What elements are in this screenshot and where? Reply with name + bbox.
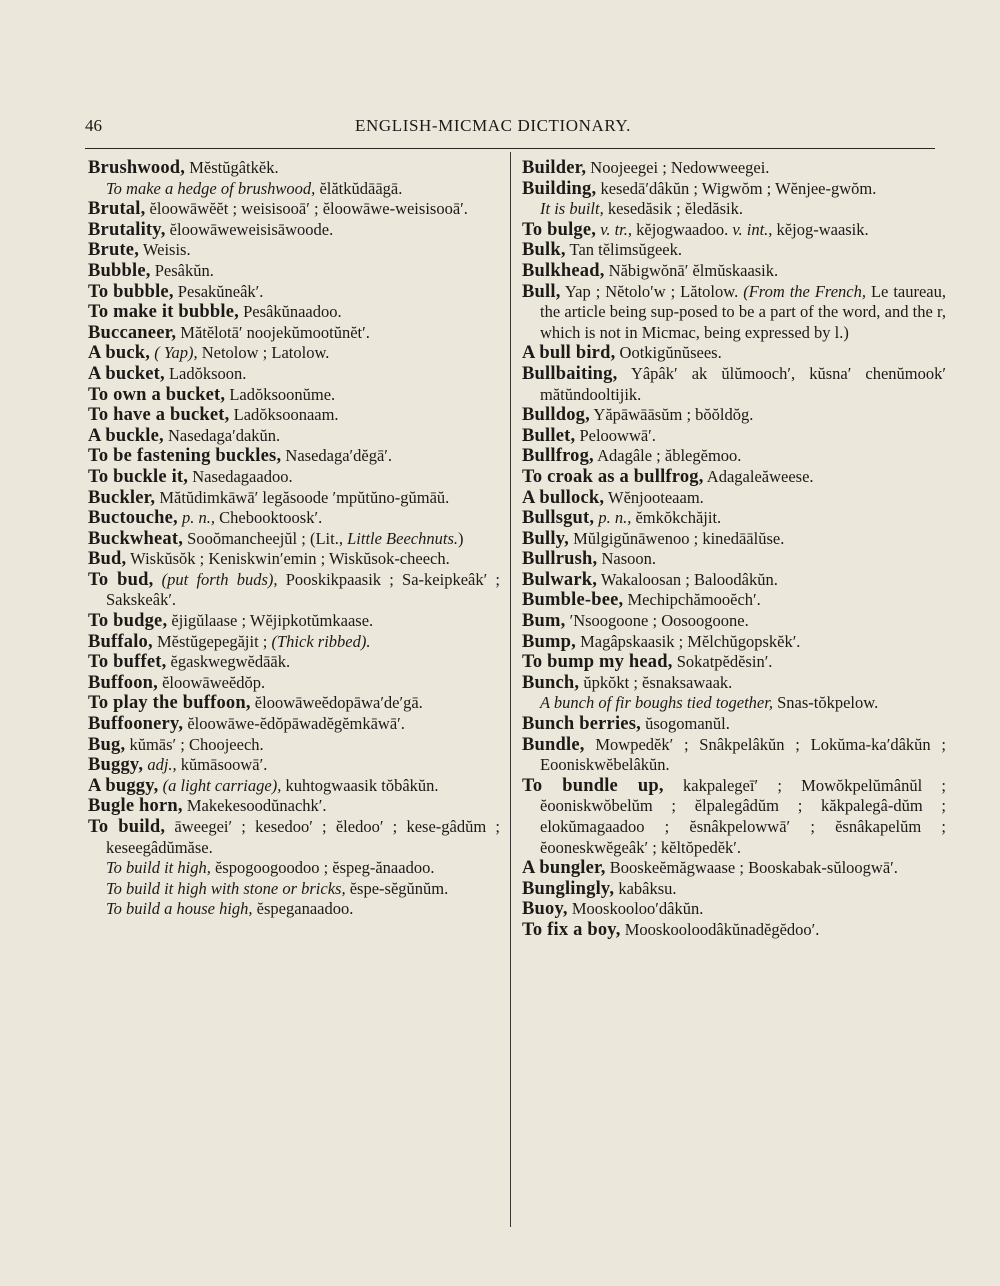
headword: Buccaneer, [88, 322, 177, 343]
italic-note: (put forth buds), [153, 569, 278, 589]
dictionary-entry [88, 549, 500, 570]
dictionary-entry [88, 426, 500, 447]
translation: Sooŏmancheejŭl ; (Lit., [183, 528, 343, 548]
italic-note: (Thick ribbed). [267, 631, 371, 651]
translation: kesedā′dâkŭn ; Wigwŏm ; Wĕnjee-gwŏm. [596, 178, 877, 198]
dictionary-entry [522, 446, 946, 467]
headword: Bunch berries, [522, 714, 641, 735]
translation: Pesakŭneâk′. [173, 281, 264, 301]
dictionary-entry [88, 632, 500, 653]
right-column [522, 158, 946, 941]
translation: āweegei′ ; kesedoo′ ; ĕledoo′ ; kese-gâdŭm ; keseegâdŭmăse. [106, 817, 501, 857]
running-title: ENGLISH-MICMAC DICTIONARY. [355, 116, 631, 135]
translation: ŭsogomanŭl. [640, 714, 730, 734]
dictionary-entry [522, 735, 946, 776]
dictionary-entry [88, 817, 500, 858]
headword: A bungler, [522, 858, 606, 879]
translation: Yâpâk′ ak ŭlŭmooch′, kŭsna′ chenŭmook′ mătŭndooltijik. [540, 363, 946, 404]
dictionary-entry [88, 735, 500, 756]
translation: Yăpāwāāsŭm ; bŏŏldŏg. [589, 405, 754, 425]
translation: Wĕnjooteaam. [604, 487, 704, 507]
headword: A bucket, [88, 363, 165, 384]
translation: Le taureau, the article being sup-posed to be a part of the word, and the r, which is not in Micmac, being expressed by l.) [540, 281, 947, 342]
translation: Mowpedĕk′ ; Snâkpelâkŭn ; Lokŭma-ka′dâkŭn ; Eooniskwĕbelâkŭn. [540, 734, 946, 775]
translation: Makekesoodŭnachk′. [182, 796, 327, 816]
headword: To bulge, [522, 219, 597, 240]
italic-note: Little Beechnuts. [342, 528, 458, 548]
dictionary-entry [88, 282, 500, 303]
translation: Ladŏksoon. [164, 363, 247, 383]
translation: Wakaloosan ; Baloodâkŭn. [597, 569, 778, 589]
headword: To play the buffoon, [88, 693, 251, 714]
headword: Brutality, [88, 219, 166, 240]
italic-note: (a light carriage), [158, 775, 282, 795]
headword: Bullet, [522, 425, 576, 446]
italic-note: To make a hedge of brushwood, [106, 178, 316, 198]
dictionary-entry [88, 302, 500, 323]
dictionary-entry [88, 158, 500, 179]
translation: Mechipchămooĕch′. [623, 590, 761, 610]
translation: Peloowwā′. [575, 425, 656, 445]
headword: Building, [522, 178, 597, 199]
translation: ĕloowāwe-ĕdŏpāwadĕgĕmkāwā′. [183, 714, 405, 734]
headword: Bullbaiting, [522, 363, 618, 384]
italic-note: (From the French, [738, 281, 866, 301]
dictionary-entry [88, 199, 500, 220]
headword: Bubble, [88, 260, 151, 281]
translation: Mĕstŭgepegăjit ; [152, 631, 268, 651]
headword: Builder, [522, 158, 587, 178]
translation: Mĕstŭgâtkĕk. [185, 158, 279, 177]
translation: kabâksu. [614, 878, 677, 898]
translation: ĕloowāweĕdopāwa′de′gā. [250, 693, 423, 713]
dictionary-entry [522, 179, 946, 200]
italic-note: adj., [143, 755, 177, 775]
translation: ′Nsoogoone ; Oosoogoone. [565, 611, 749, 631]
translation: kakpalegeī′ ; Mowŏkpelŭmânŭl ; ĕooniskwŏbelŭm ; ĕlpalegâdŭm ; kăkpalegâ-dŭm ; elokŭmagaadoo ; ĕsnâkpelowwā′ ; ĕsnâkapelŭm ; ĕooneskwĕgeâk′ ; kĕltŏpedĕk′. [540, 775, 947, 857]
dictionary-entry [88, 879, 500, 900]
headword: Bum, [522, 611, 566, 632]
italic-note: v. int., [728, 219, 773, 239]
headword: Buoy, [522, 899, 568, 920]
translation: Mooskooloodâkŭnadĕgĕdoo′. [620, 919, 820, 939]
headword: Buffalo, [88, 631, 153, 652]
headword: A bullock, [522, 487, 605, 508]
translation: Mătĕlotā′ noojekŭmootŭnĕt′. [176, 322, 370, 342]
translation: Mooskooloo′dâkŭn. [567, 899, 704, 919]
dictionary-entry [522, 220, 946, 241]
dictionary-entry [522, 488, 946, 509]
headword: A bull bird, [522, 343, 616, 364]
dictionary-entry [88, 323, 500, 344]
translation: ĕlătkŭdāāgā. [315, 178, 403, 198]
translation: ĕmkŏkchăjit. [631, 508, 722, 528]
translation: Nasedaga′dakŭn. [163, 425, 281, 445]
headword: Buctouche, [88, 508, 178, 529]
translation: Ladŏksoonŭme. [225, 384, 336, 404]
translation: Adagaleăweese. [703, 466, 814, 486]
headword: To buffet, [88, 652, 167, 673]
headword: Buggy, [88, 755, 144, 776]
translation: Nasedagaadoo. [188, 466, 293, 486]
headword: Bumble-bee, [522, 590, 624, 611]
translation: kŭmās′ ; Choojeech. [125, 734, 264, 754]
headword: Buffoonery, [88, 714, 184, 735]
headword: Bulk, [522, 240, 566, 261]
dictionary-entry [88, 343, 500, 364]
dictionary-entry [88, 405, 500, 426]
headword: To own a bucket, [88, 384, 226, 405]
dictionary-entry [522, 673, 946, 694]
headword: To bubble, [88, 281, 174, 302]
dictionary-entry [88, 446, 500, 467]
translation: Sokatpĕdĕsin′. [672, 652, 773, 672]
italic-note: v. tr., [596, 219, 633, 239]
dictionary-entry [522, 632, 946, 653]
italic-note: To build a house high, [106, 899, 253, 919]
headword: Buffoon, [88, 672, 158, 693]
translation: kuhtogwaasik tŏbâkŭn. [281, 775, 439, 795]
translation: Mŭlgigŭnāwenoo ; kinedāālŭse. [568, 528, 785, 548]
headword: To fix a boy, [522, 919, 621, 940]
headword: To bump my head, [522, 652, 673, 673]
dictionary-entry [522, 199, 946, 220]
dictionary-entry [522, 776, 946, 858]
dictionary-entry [88, 755, 500, 776]
headword: Bully, [522, 528, 569, 549]
translation: ) [458, 528, 464, 548]
headword: A buggy, [88, 775, 159, 796]
dictionary-entry [88, 899, 500, 920]
translation: ĕloowāweweisisāwoode. [165, 219, 334, 239]
dictionary-entry [522, 611, 946, 632]
dictionary-entry [522, 899, 946, 920]
headword: Bundle, [522, 734, 585, 755]
dictionary-entry [88, 796, 500, 817]
header-rule [85, 148, 935, 149]
headword: Bud, [88, 549, 127, 570]
dictionary-entry [522, 508, 946, 529]
translation: Ladŏksoonaam. [229, 405, 339, 425]
headword: Buckwheat, [88, 528, 184, 549]
dictionary-entry [522, 405, 946, 426]
dictionary-entry [522, 590, 946, 611]
dictionary-entry [522, 858, 946, 879]
dictionary-entry [522, 467, 946, 488]
dictionary-entry [522, 652, 946, 673]
headword: To bundle up, [522, 775, 664, 796]
translation: Adagâle ; ăblegĕmoo. [593, 446, 742, 466]
translation: Pesâkŭn. [150, 260, 214, 280]
italic-note: p. n., [594, 508, 632, 528]
headword: Bulldog, [522, 405, 590, 426]
dictionary-entry [522, 282, 946, 344]
headword: A buck, [88, 343, 151, 364]
translation: kĕjogwaadoo. [632, 219, 729, 239]
dictionary-entry [88, 467, 500, 488]
translation: kesedăsik ; ĕledăsik. [603, 199, 744, 219]
headword: Bull, [522, 281, 561, 302]
dictionary-entry [522, 920, 946, 941]
headword: To buckle it, [88, 466, 189, 487]
headword: Bunch, [522, 672, 580, 693]
headword: To make it bubble, [88, 302, 239, 323]
translation: Tan tĕlimsŭgeek. [565, 240, 682, 260]
translation: ŭpkŏkt ; ĕsnaksawaak. [579, 672, 733, 692]
dictionary-entry [88, 776, 500, 797]
italic-note: A bunch of fir boughs tied together, [540, 693, 773, 713]
dictionary-entry [88, 385, 500, 406]
translation: Ootkigŭnŭsees. [615, 343, 722, 363]
italic-note: ( Yap), [150, 343, 198, 363]
page-number: 46 [85, 116, 102, 135]
headword: Bulkhead, [522, 260, 605, 281]
headword: Bump, [522, 631, 576, 652]
headword: Bullrush, [522, 549, 598, 570]
headword: Bunglingly, [522, 878, 615, 899]
headword: To be fastening buckles, [88, 446, 282, 467]
headword: Brutal, [88, 199, 146, 220]
italic-note: To build it high with stone or bricks, [106, 878, 346, 898]
dictionary-entry [88, 240, 500, 261]
dictionary-entry [522, 529, 946, 550]
headword: Brushwood, [88, 158, 186, 178]
dictionary-entry [88, 220, 500, 241]
translation: Mătŭdimkāwā′ legăsoode ′mpŭtŭno-gŭmāŭ. [155, 487, 450, 507]
translation: ĕloowāwĕĕt ; weisisooā′ ; ĕloowāwe-weisisooā′. [145, 199, 468, 219]
translation: Magâpskaasik ; Mĕlchŭgopskĕk′. [575, 631, 801, 651]
dictionary-entry [88, 673, 500, 694]
headword: To croak as a bullfrog, [522, 466, 704, 487]
column-divider [510, 152, 511, 1227]
dictionary-entry [88, 714, 500, 735]
italic-note: p. n., [177, 508, 215, 528]
translation: Noojeegei ; Nedowweegei. [586, 158, 770, 177]
headword: To bud, [88, 569, 154, 590]
dictionary-entry [88, 261, 500, 282]
translation: kŭmāsoowā′. [176, 755, 268, 775]
italic-note: It is built, [540, 199, 604, 219]
translation: ĕgaskwegwĕdāāk. [166, 652, 291, 672]
dictionary-entry [522, 343, 946, 364]
translation: Nasedaga′dĕgā′. [281, 446, 393, 466]
translation: ĕloowāweĕdŏp. [157, 672, 266, 692]
headword: Bugle horn, [88, 796, 183, 817]
translation: kĕjog-waasik. [772, 219, 869, 239]
translation: Nasoon. [597, 549, 656, 569]
left-column [88, 158, 500, 920]
italic-note: To build it high, [106, 858, 211, 878]
headword: To build, [88, 817, 166, 837]
translation: ĕspe-sĕgŭnŭm. [345, 878, 449, 898]
dictionary-entry [88, 858, 500, 879]
headword: A buckle, [88, 425, 164, 446]
dictionary-entry [522, 693, 946, 714]
dictionary-entry [88, 652, 500, 673]
dictionary-entry [522, 364, 946, 405]
dictionary-entry [88, 611, 500, 632]
translation: Wiskŭsŏk ; Keniskwin′emin ; Wiskŭsok-cheech. [126, 549, 450, 569]
translation: Pesâkŭnaadoo. [238, 302, 342, 322]
headword: Bug, [88, 734, 126, 755]
translation: ĕspogoogoodoo ; ĕspeg-ănaadoo. [210, 858, 435, 878]
translation: Chebooktoosk′. [215, 508, 323, 528]
dictionary-entry [522, 570, 946, 591]
dictionary-entry [88, 693, 500, 714]
translation: ĕspeganaadoo. [252, 899, 354, 919]
dictionary-entry [88, 488, 500, 509]
headword: Bullfrog, [522, 446, 594, 467]
dictionary-entry [88, 508, 500, 529]
headword: Bulwark, [522, 569, 598, 590]
translation: Snas-tŏkpelow. [772, 693, 879, 713]
dictionary-entry [88, 529, 500, 550]
headword: Brute, [88, 240, 140, 261]
dictionary-entry [522, 158, 946, 179]
dictionary-entry [522, 549, 946, 570]
translation: Năbigwŏnā′ ĕlmŭskaasik. [604, 260, 779, 280]
translation: ĕjigŭlaase ; Wĕjipkotŭmkaase. [167, 611, 374, 631]
dictionary-entry [522, 879, 946, 900]
dictionary-entry [522, 240, 946, 261]
headword: To have a bucket, [88, 405, 230, 426]
dictionary-entry [522, 261, 946, 282]
translation: Pooskikpaasik ; Sa-keipkeâk′ ; Sakskeâk′. [106, 569, 500, 610]
translation: Yap ; Nĕtolo′w ; Lătolow. [560, 281, 739, 301]
translation: Booskeĕmăgwaase ; Booskabak-sŭloogwā′. [605, 858, 898, 878]
headword: Buckler, [88, 487, 156, 508]
dictionary-entry [88, 364, 500, 385]
headword: To budge, [88, 611, 168, 632]
translation: Weisis. [139, 240, 191, 260]
translation: Netolow ; Latolow. [197, 343, 330, 363]
dictionary-entry [522, 714, 946, 735]
headword: Bullsgut, [522, 508, 595, 529]
dictionary-entry [88, 570, 500, 611]
dictionary-entry [88, 179, 500, 200]
dictionary-entry [522, 426, 946, 447]
